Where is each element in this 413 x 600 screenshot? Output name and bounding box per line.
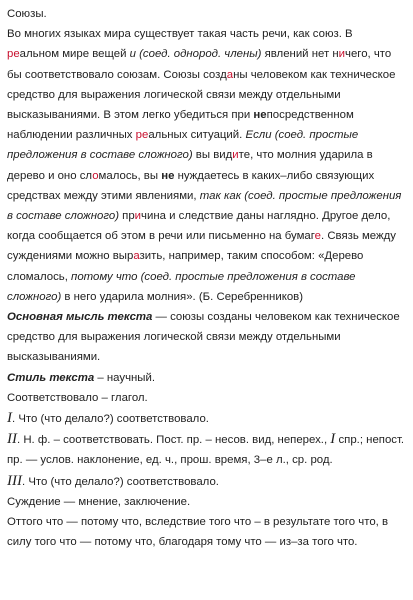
text-run: а <box>19 48 27 61</box>
roman-numeral: I <box>330 431 336 448</box>
text-run: альных ситуаций. <box>148 129 246 142</box>
text-run: пр <box>119 210 135 223</box>
roman-numeral: I <box>7 410 12 427</box>
text-run: льном мире вещей <box>26 48 130 61</box>
main-idea-label: Основная мысль текста <box>7 311 153 324</box>
text-run: Во многих языках мира существует такая часть речи, как союз. В <box>7 28 353 41</box>
text-style-line <box>7 368 407 388</box>
text-run: чего, что бы соответствовало союзам. Союзы созд <box>7 48 392 81</box>
text-run: посредственном наблюдении различных <box>7 109 354 142</box>
text-run: . Н. ф. – соответствовать. Пост. пр. – несов. вид, неперех., <box>17 434 331 447</box>
morphology-item-2 <box>7 429 407 450</box>
highlighted-letter: о <box>92 169 99 182</box>
text-run: чина и следствие даны наглядно. Другое дело, когда сообщается об этом в речи или письменно на бумаг <box>7 210 391 243</box>
highlighted-letter: и <box>134 210 142 223</box>
bold-particle: не <box>161 169 175 182</box>
source-text-paragraph <box>7 24 407 307</box>
text-run: ны человеком как техническое средство для выражения логической связи между отдельными высказываниями. В этом легко убедиться при <box>7 68 396 122</box>
conjunction-note: так как (соед. простые предложения в составе сложного) <box>7 189 402 223</box>
text-run: . Что (что делало?) соответствовало. <box>12 413 209 426</box>
highlighted-letter: ре <box>7 48 20 61</box>
morphology-word-line: Соответствовало – глагол. <box>7 391 148 404</box>
synonym-line-2: Оттого что — потому что, вследствие того что – в результате того что, в силу того что — потому что, благодаря тому что — из–за того что. <box>7 516 389 549</box>
conjunction-note: потому что (соед. простые предложения в составе сложного) <box>7 270 356 303</box>
highlighted-letter: р <box>135 129 142 142</box>
main-idea-line <box>7 307 407 368</box>
roman-numeral: III <box>7 472 22 489</box>
text-run: вы вид <box>192 149 233 162</box>
roman-numeral: II <box>7 431 17 448</box>
synonym-line-1: Суждение — мнение, заключение. <box>7 495 191 508</box>
text-run: . Что (что делало?) соответствовало. <box>22 475 219 488</box>
bold-prefix: не <box>253 109 267 122</box>
highlighted-letter: а <box>133 250 140 263</box>
highlighted-letter: е <box>314 230 321 243</box>
document-heading: Союзы. <box>7 8 47 20</box>
morphology-item-1 <box>7 408 407 429</box>
highlighted-letter: а <box>226 68 234 81</box>
text-style-label: Стиль текста <box>7 371 95 384</box>
highlighted-letter: и <box>338 48 346 61</box>
conjunction-note: и (соед. однород. члены) <box>129 48 262 61</box>
text-run: нуждаетесь в каких–либо связующих средствах между этими явлениями, <box>7 169 375 202</box>
text-run: зить, например, таким способом: «Дерево сломалось, <box>7 250 364 283</box>
morphology-item-2-continued: пр. — услов. наклонение, ед. ч., прош. время, 3–е л., ср. род. <box>7 454 333 467</box>
text-run: те, что молния ударила в дерево и оно сл <box>7 149 373 182</box>
conjunction-note: Если (соед. простые предложения в составе сложного) <box>7 129 359 162</box>
morphology-item-3 <box>7 471 407 492</box>
text-run: . Связь между суждениями можно выр <box>7 230 396 263</box>
text-run: малось, вы <box>98 169 162 182</box>
text-style-value: – научный. <box>94 371 156 384</box>
highlighted-letter: е <box>142 129 149 142</box>
main-idea-text: — союзы созданы человеком как техническое средство для выражения логической связи между отдельными высказываниями. <box>7 311 400 364</box>
text-run: спр.; непост. <box>335 434 405 447</box>
text-run: явлений нет н <box>261 48 339 61</box>
highlighted-letter: и <box>232 149 239 162</box>
text-run: в него ударила молния». (Б. Серебренников) <box>61 290 303 303</box>
